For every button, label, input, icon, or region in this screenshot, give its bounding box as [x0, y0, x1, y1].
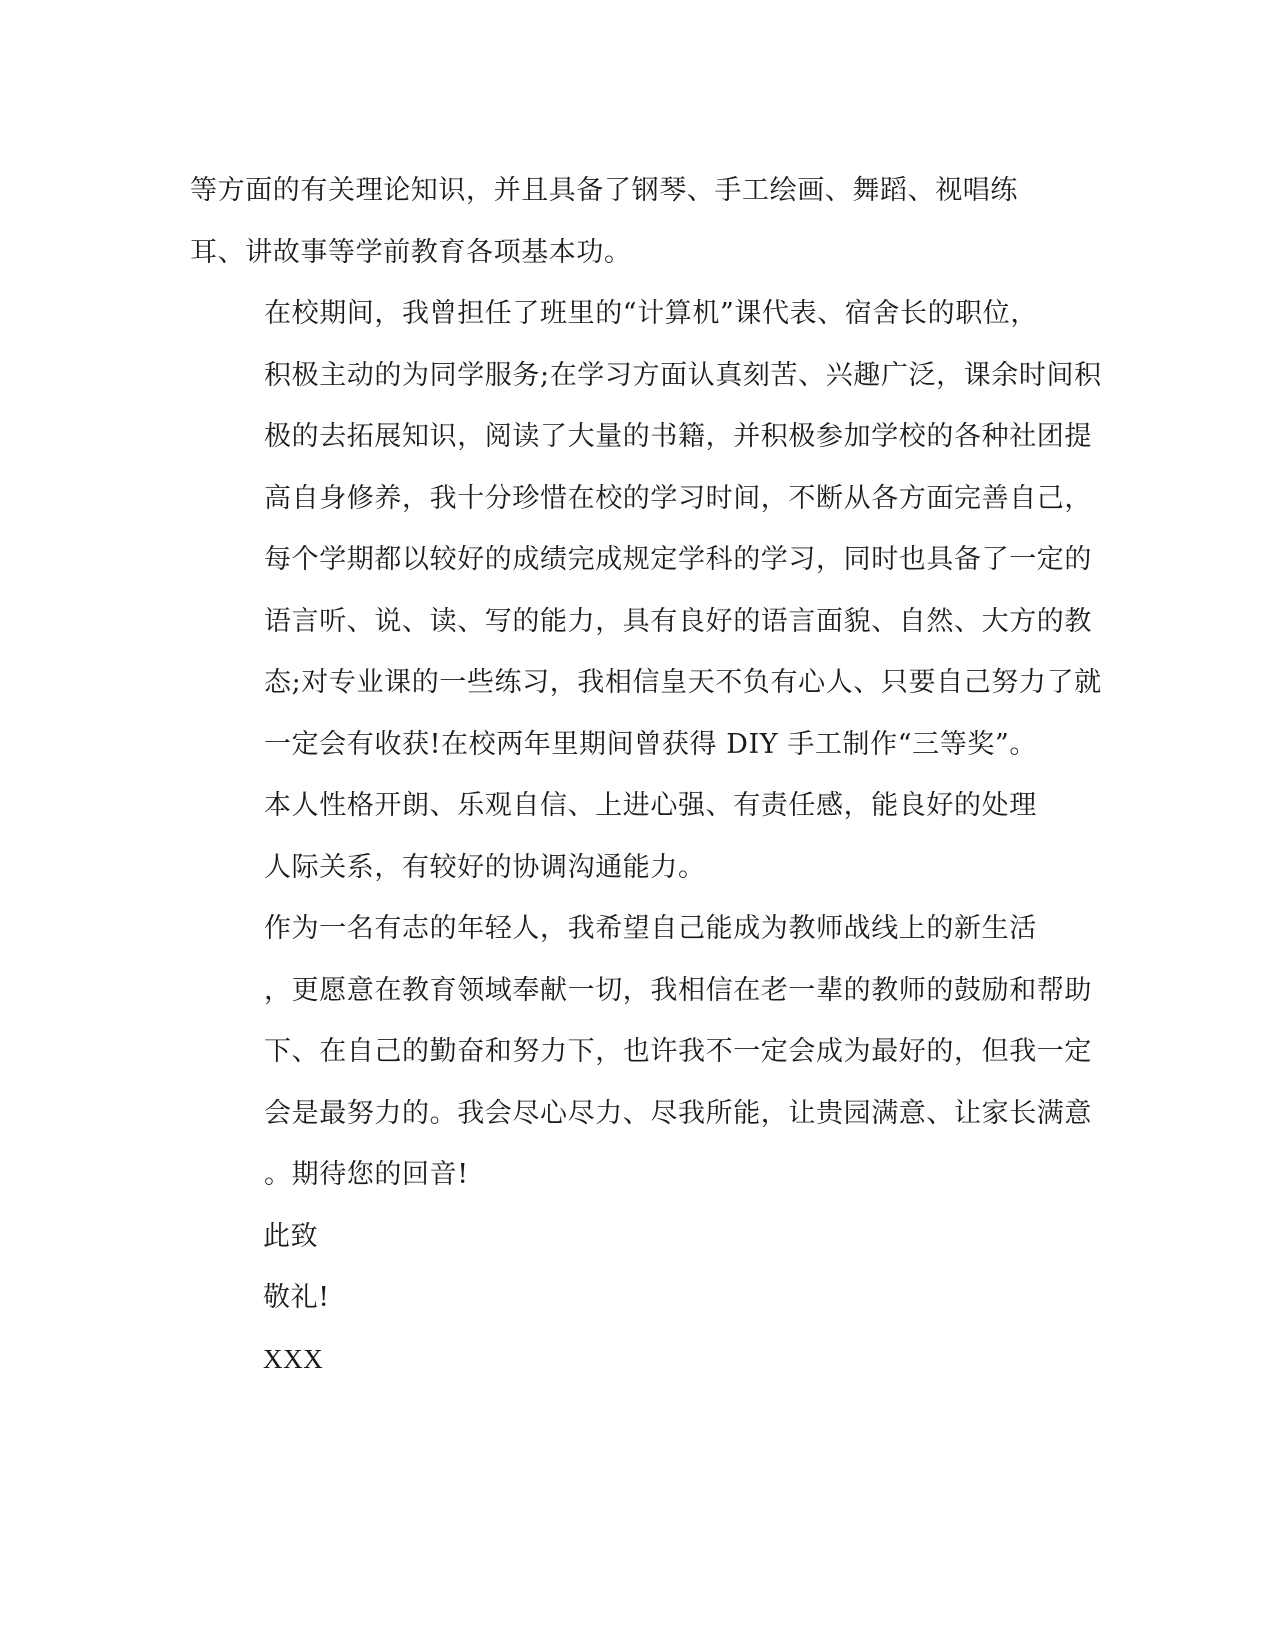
closing-salutation: 此致: [263, 1220, 319, 1252]
text-line: 每个学期都以较好的成绩完成规定学科的学习，同时也具备了一定的: [264, 544, 1092, 575]
signature: XXX: [263, 1343, 324, 1374]
text-line: 积极主动的为同学服务;在学习方面认真刻苦、兴趣广泛，课余时间积: [264, 359, 1102, 391]
text-line: 语言听、说、读、写的能力，具有良好的语言面貌、自然、大方的教: [264, 605, 1092, 637]
text-line: 极的去拓展知识，阅读了大量的书籍，并积极参加学校的各种社团提: [264, 421, 1092, 452]
closing-regards: 敬礼!: [263, 1282, 330, 1313]
text-line: 下、在自己的勤奋和努力下，也许我不一定会成为最好的，但我一定: [264, 1036, 1092, 1067]
text-line: 高自身修养，我十分珍惜在校的学习时间，不断从各方面完善自己，: [264, 482, 1092, 514]
text-line: 作为一名有志的年轻人，我希望自己能成为教师战线上的新生活: [264, 913, 1037, 944]
text-line: 等方面的有关理论知识，并且具备了钢琴、手工绘画、舞蹈、视唱练: [190, 175, 1018, 206]
text-line: 会是最努力的。我会尽心尽力、尽我所能，让贵园满意、让家长满意: [264, 1097, 1092, 1129]
text-line: 人际关系，有较好的协调沟通能力。: [264, 851, 706, 883]
text-line: 态;对专业课的一些练习，我相信皇天不负有心人、只要自己努力了就: [264, 667, 1102, 698]
text-line: ，更愿意在教育领域奉献一切，我相信在老一辈的教师的鼓励和帮助: [264, 974, 1092, 1006]
paragraph: [190, 283, 1102, 775]
text-line: 在校期间，我曾担任了班里的“计算机”课代表、宿舍长的职位，: [264, 298, 1039, 329]
text-line: 。期待您的回音!: [264, 1159, 469, 1190]
text-line: 本人性格开朗、乐观自信、上进心强、有责任感，能良好的处理: [264, 790, 1037, 821]
paragraph: [190, 898, 1092, 1206]
paragraph: [190, 160, 1080, 283]
text-line: 耳、讲故事等学前教育各项基本功。: [190, 236, 632, 268]
text-line: 一定会有收获!在校两年里期间曾获得 DIY 手工制作“三等奖”。: [264, 728, 1037, 760]
document-body: [190, 160, 1102, 1390]
paragraph: [190, 775, 1080, 898]
